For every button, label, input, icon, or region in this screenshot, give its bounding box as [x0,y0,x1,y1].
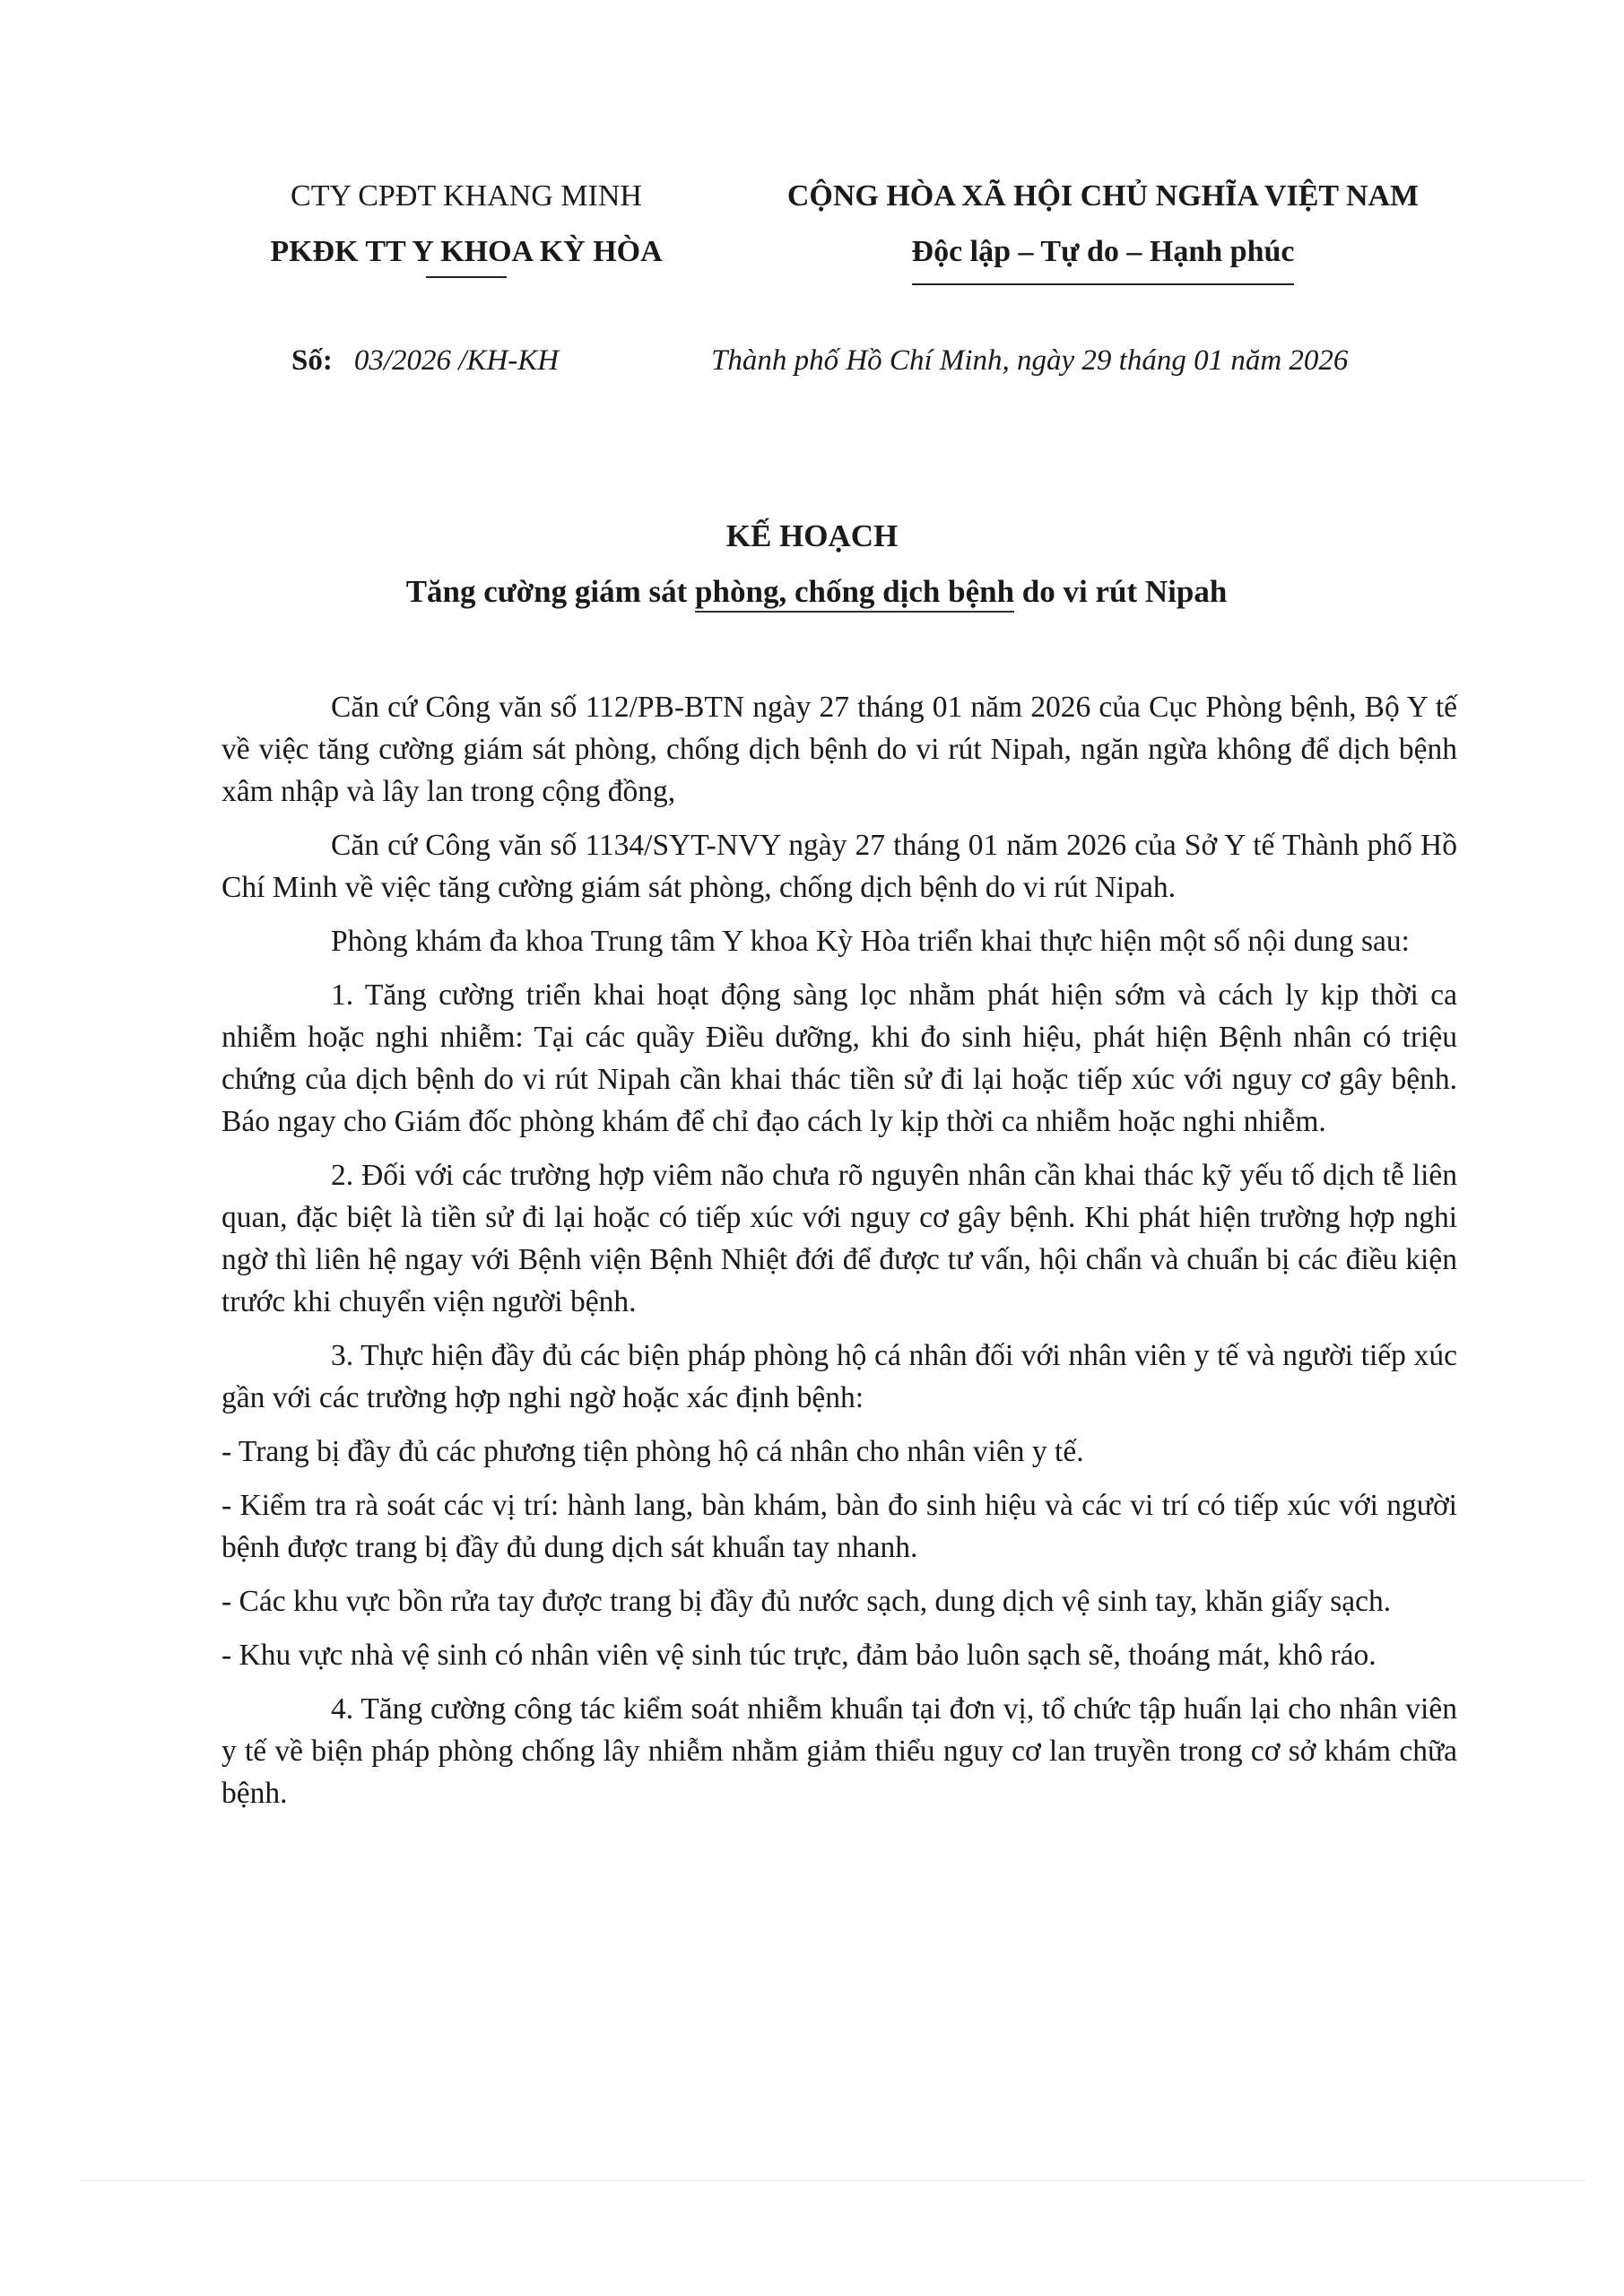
company-name: CTY CPĐT KHANG MINH [291,179,642,213]
document-body [221,686,1457,1826]
document-number-value: 03/2026 /KH-KH [353,344,560,377]
place-and-date: Thành phố Hồ Chí Minh, ngày 29 tháng 01 năm 2026 [711,344,1349,377]
bullet-item: - Khu vực nhà vệ sinh có nhân viên vệ sinh túc trực, đảm bảo luôn sạch sẽ, thoáng mát, khô ráo. [221,1639,1376,1672]
paragraph-item-4: 4. Tăng cường công tác kiểm soát nhiễm khuẩn tại đơn vị, tổ chức tập huấn lại cho nhân viên y tế về biện pháp phòng chống lây nhiễm nhằm giảm thiểu nguy cơ lan truyền trong cơ sở khám chữa bệnh. [221,1692,1457,1810]
unit-name: PKĐK TT Y KHOA KỲ HÒA [270,235,663,268]
bullet-item: - Trang bị đầy đủ các phương tiện phòng hộ cá nhân cho nhân viên y tế. [221,1435,1084,1468]
bullet-item: - Các khu vực bồn rửa tay được trang bị đầy đủ nước sạch, dung dịch vệ sinh tay, khăn giấy sạch. [221,1585,1392,1618]
paragraph-legal-basis-2: Căn cứ Công văn số 1134/SYT-NVY ngày 27 tháng 01 năm 2026 của Sở Y tế Thành phố Hồ Chí Minh về việc tăng cường giám sát phòng, chống dịch bệnh do vi rút Nipah. [221,829,1457,904]
subtitle-part-3: do vi rút Nipah [1014,574,1228,609]
subtitle-underlined-part: phòng, chống dịch bệnh [695,574,1014,613]
issuing-organization [215,169,717,278]
bullet-item: - Kiểm tra rà soát các vị trí: hành lang, bàn khám, bàn đo sinh hiệu và các vi trí có tiếp xúc với người bệnh được trang bị đầy đủ dung dịch sát khuẩn tay nhanh. [221,1489,1457,1564]
subtitle-part-1: Tăng cường giám sát [405,574,696,609]
national-heading [717,169,1489,285]
paragraph-legal-basis-1: Căn cứ Công văn số 112/PB-BTN ngày 27 tháng 01 năm 2026 của Cục Phòng bệnh, Bộ Y tế về việc tăng cường giám sát phòng, chống dịch bệnh do vi rút Nipah, ngăn ngừa không để dịch bệnh xâm nhập và lây lan trong cộng đồng, [221,691,1457,808]
document-title-block [0,509,1624,621]
document-number-label: Số: [291,344,333,377]
document-subtitle [0,563,1624,621]
document-reference-row [215,334,1507,387]
document-number [291,334,559,387]
paragraph-intro: Phòng khám đa khoa Trung tâm Y khoa Kỳ Hòa triển khai thực hiện một số nội dung sau: [331,925,1410,958]
document-type: KẾ HOẠCH [725,518,899,553]
paragraph-item-2: 2. Đối với các trường hợp viêm não chưa rõ nguyên nhân cần khai thác kỹ yếu tố dịch tễ liên quan, đặc biệt là tiền sử đi lại hoặc có tiếp xúc với nguy cơ gây bệnh. Khi phát hiện trường hợp nghi ngờ thì liên hệ ngay với Bệnh viện Bệnh Nhiệt đới để được tư vấn, hội chẩn và chuẩn bị các điều kiện trước khi chuyển viện người bệnh. [221,1159,1457,1318]
paragraph-item-1: 1. Tăng cường triển khai hoạt động sàng lọc nhằm phát hiện sớm và cách ly kịp thời ca nhiễm hoặc nghi nhiễm: Tại các quầy Điều dưỡng, khi đo sinh hiệu, phát hiện Bệnh nhân có triệu chứng của dịch bệnh do vi rút Nipah cần khai thác tiền sử đi lại hoặc tiếp xúc với nguy cơ gây bệnh. Báo ngay cho Giám đốc phòng khám để chỉ đạo cách ly kịp thời ca nhiễm hoặc nghi nhiễm. [221,978,1457,1138]
national-motto: Độc lập – Tự do – Hạnh phúc [912,224,1295,285]
document-header [215,169,1489,294]
paragraph-item-3: 3. Thực hiện đầy đủ các biện pháp phòng hộ cá nhân đối với nhân viên y tế và người tiếp xúc gần với các trường hợp nghi ngờ hoặc xác định bệnh: [221,1339,1457,1414]
nation-name: CỘNG HÒA XÃ HỘI CHỦ NGHĨA VIỆT NAM [786,179,1420,213]
scan-artifact-line [79,2179,1585,2181]
